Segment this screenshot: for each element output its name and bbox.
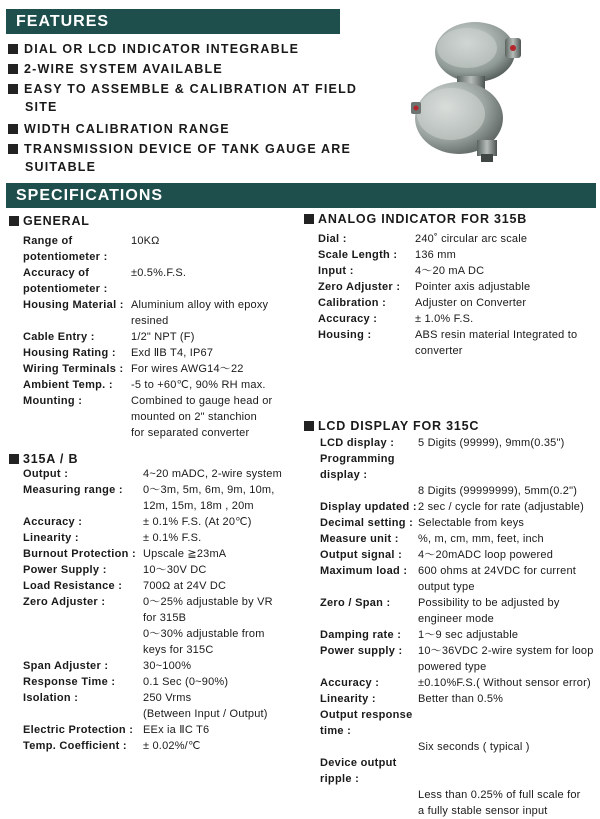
general-spec-list [23,233,311,441]
spec-value: ± 0.02%/℃ [143,740,201,752]
spec-row [320,451,600,483]
spec-label: Decimal setting : [320,517,414,529]
spec-row-continuation [23,409,311,425]
spec-label: Zero Adjuster : [318,281,401,293]
spec-value: 10～30V DC [143,564,207,576]
spec-row [320,531,600,547]
model-315ab-spec-list [23,466,323,754]
bullet-square-icon [304,214,314,224]
bullet-square-icon [8,84,18,94]
spec-row-continuation [318,343,600,359]
spec-indent [320,739,418,755]
spec-row [318,247,600,263]
spec-row [318,295,600,311]
spec-row [23,530,323,546]
spec-label: Output : [23,468,69,480]
spec-row [23,393,311,409]
spec-label: Temp. Coefficient : [23,740,127,752]
spec-value: mounted on 2" stanchion [131,411,257,423]
spec-value: 12m, 15m, 18m , 20m [143,500,254,512]
spec-row [318,231,600,247]
spec-value: for separated converter [131,427,250,439]
spec-indent [23,498,143,514]
spec-row [23,329,311,345]
spec-value: 1/2" NPT (F) [131,331,195,343]
spec-value: 4～20mADC loop powered [418,549,554,561]
spec-value: 4～20 mA DC [415,265,485,277]
spec-value: 600 ohms at 24VDC for current [418,565,577,577]
spec-indent [318,343,415,359]
spec-value: converter [415,345,463,357]
spec-value: engineer mode [418,613,494,625]
spec-value: ABS resin material Integrated to [415,329,578,341]
spec-row [320,691,600,707]
spec-row [320,515,600,531]
spec-value: Combined to gauge head or [131,395,273,407]
spec-label: Ambient Temp. : [23,379,113,391]
general-heading: GENERAL [9,214,90,228]
spec-label: Response Time : [23,676,116,688]
spec-row [318,263,600,279]
spec-row [23,377,311,393]
spec-row [23,546,323,562]
spec-label: Accuracy : [320,677,380,689]
lcd-display-spec-list [320,435,600,819]
spec-value: ±0.10%F.S.( Without sensor error) [418,677,591,689]
spec-label: Accuracy of potentiometer : [23,267,108,295]
spec-label: Housing : [318,329,372,341]
spec-row [23,722,323,738]
spec-indent [320,803,418,819]
spec-row [320,627,600,643]
features-title: FEATURES [16,13,110,30]
spec-label: Power Supply : [23,564,107,576]
spec-value: ± 0.1% F.S. (At 20℃) [143,516,252,528]
spec-label: Damping rate : [320,629,402,641]
spec-label: Maximum load : [320,565,408,577]
spec-indent [320,483,418,499]
spec-row-continuation [320,611,600,627]
spec-row [23,265,311,297]
spec-row-continuation [23,425,311,441]
bullet-square-icon [8,44,18,54]
spec-label: Wiring Terminals : [23,363,124,375]
spec-row [23,233,311,265]
spec-value: Adjuster on Converter [415,297,527,309]
spec-indent [320,787,418,803]
spec-value: Aluminium alloy with epoxy [131,299,269,311]
spec-label: Zero Adjuster : [23,596,106,608]
spec-value: powered type [418,661,487,673]
spec-label: Programming display : [320,453,395,481]
spec-value: -5 to +60℃, 90% RH max. [131,379,266,391]
spec-value: Upscale ≧23mA [143,548,227,560]
spec-value: ± 1.0% F.S. [415,313,474,325]
spec-value: Possibility to be adjusted by [418,597,560,609]
lcd-display-heading: LCD DISPLAY FOR 315C [304,419,479,433]
spec-row-continuation [23,626,323,642]
spec-row-continuation [23,313,311,329]
model-315ab-heading: 315A / B [9,452,78,466]
spec-row-continuation [320,659,600,675]
spec-row [23,514,323,530]
spec-label: Output signal : [320,549,403,561]
spec-indent [23,626,143,642]
spec-row [23,482,323,498]
feature-item: 2-WIRE SYSTEM AVAILABLE [8,60,223,78]
spec-label: Range of potentiometer : [23,235,108,263]
feature-item: TRANSMISSION DEVICE OF TANK GAUGE ARE SUITABLE [8,140,351,176]
spec-label: Burnout Protection : [23,548,136,560]
feature-item: EASY TO ASSEMBLE & CALIBRATION AT FIELD SITE [8,80,357,116]
spec-row [320,435,600,451]
spec-row-continuation [23,498,323,514]
spec-row [23,690,323,706]
spec-value: 4~20 mADC, 2-wire system [143,468,282,480]
bullet-square-icon [8,64,18,74]
spec-indent [23,313,131,329]
spec-value: 0～30% adjustable from [143,628,265,640]
spec-value: 700Ω at 24V DC [143,580,227,592]
spec-indent [320,659,418,675]
spec-row [320,547,600,563]
spec-label: Linearity : [23,532,79,544]
spec-indent [23,425,131,441]
spec-value: output type [418,581,475,593]
bullet-square-icon [9,216,19,226]
spec-label: Accuracy : [318,313,378,325]
spec-row [318,311,600,327]
spec-indent [320,611,418,627]
spec-value: ±0.5%.F.S. [131,267,187,279]
spec-value: resined [131,315,169,327]
spec-row [318,279,600,295]
spec-value: EEx ia ⅡC T6 [143,724,210,736]
spec-row-continuation [23,642,323,658]
spec-value: %, m, cm, mm, feet, inch [418,533,544,545]
spec-value: Exd ⅡB T4, IP67 [131,347,214,359]
spec-label: Measuring range : [23,484,123,496]
spec-row-continuation [320,579,600,595]
spec-row [23,562,323,578]
spec-value: Better than 0.5% [418,693,504,705]
spec-row [23,345,311,361]
spec-value: 0～3m, 5m, 6m, 9m, 10m, [143,484,275,496]
specifications-title: SPECIFICATIONS [16,187,164,204]
spec-label: Electric Protection : [23,724,134,736]
spec-row [320,707,600,739]
spec-value: For wires AWG14～22 [131,363,244,375]
spec-label: Scale Length : [318,249,398,261]
spec-row [320,563,600,579]
spec-value: 2 sec / cycle for rate (adjustable) [418,501,584,513]
spec-value: Pointer axis adjustable [415,281,531,293]
spec-row [320,755,600,787]
spec-value [418,755,600,787]
spec-row [23,578,323,594]
spec-label: Housing Rating : [23,347,116,359]
spec-row [23,466,323,482]
spec-value: 136 mm [415,249,456,261]
spec-value: 250 Vrms [143,692,192,704]
spec-row-continuation [320,483,600,499]
specifications-header [6,183,596,208]
spec-value: Six seconds ( typical ) [418,741,530,753]
analog-indicator-spec-list [318,231,600,359]
spec-label: Dial : [318,233,347,245]
feature-item: WIDTH CALIBRATION RANGE [8,120,230,138]
spec-row [320,675,600,691]
spec-value: 1～9 sec adjustable [418,629,519,641]
spec-label: Power supply : [320,645,403,657]
spec-value: 30~100% [143,660,192,672]
spec-label: Calibration : [318,297,387,309]
spec-label: Housing Material : [23,299,124,311]
spec-label: LCD display : [320,437,395,449]
spec-value: Less than 0.25% of full scale for [418,789,581,801]
spec-label: Span Adjuster : [23,660,109,672]
spec-value: 0.1 Sec (0~90%) [143,676,229,688]
bullet-square-icon [9,454,19,464]
transmitter-photo [405,14,527,162]
spec-row [320,499,600,515]
spec-value: ± 0.1% F.S. [143,532,202,544]
spec-label: Load Resistance : [23,580,123,592]
feature-item: DIAL OR LCD INDICATOR INTEGRABLE [8,40,299,58]
spec-label: Cable Entry : [23,331,95,343]
spec-label: Display updated : [320,501,417,513]
bullet-square-icon [8,124,18,134]
spec-row [23,594,323,610]
spec-row [23,674,323,690]
spec-value [418,707,600,739]
spec-indent [23,642,143,658]
spec-row-continuation [320,787,600,803]
spec-row [23,658,323,674]
spec-row [23,361,311,377]
spec-value: (Between Input / Output) [143,708,268,720]
spec-value: 5 Digits (99999), 9mm(0.35") [418,437,565,449]
spec-value: 8 Digits (99999999), 5mm(0.2") [418,485,578,497]
spec-indent [23,409,131,425]
features-header [6,9,340,34]
spec-value: keys for 315C [143,644,214,656]
spec-row [320,643,600,659]
spec-value: a fully stable sensor input [418,805,548,817]
spec-row-continuation [23,610,323,626]
spec-value: Selectable from keys [418,517,525,529]
spec-indent [320,579,418,595]
spec-row [23,738,323,754]
spec-indent [23,706,143,722]
spec-value: 10～36VDC 2-wire system for loop [418,645,594,657]
spec-label: Accuracy : [23,516,83,528]
analog-indicator-heading: ANALOG INDICATOR FOR 315B [304,212,527,226]
spec-label: Isolation : [23,692,79,704]
spec-value [418,451,600,483]
spec-label: Output response time : [320,709,413,737]
spec-value: 240˚ circular arc scale [415,233,528,245]
spec-value: 0～25% adjustable by VR [143,596,273,608]
spec-label: Zero / Span : [320,597,391,609]
spec-row-continuation [320,803,600,819]
spec-row-continuation [320,739,600,755]
spec-label: Linearity : [320,693,376,705]
spec-indent [23,610,143,626]
spec-label: Device output ripple : [320,757,397,785]
spec-row-continuation [23,706,323,722]
spec-row [320,595,600,611]
bullet-square-icon [8,144,18,154]
spec-row [23,297,311,313]
spec-value: for 315B [143,612,187,624]
spec-row [318,327,600,343]
spec-label: Mounting : [23,395,83,407]
spec-value: 10KΩ [131,235,160,247]
spec-label: Input : [318,265,354,277]
spec-label: Measure unit : [320,533,399,545]
